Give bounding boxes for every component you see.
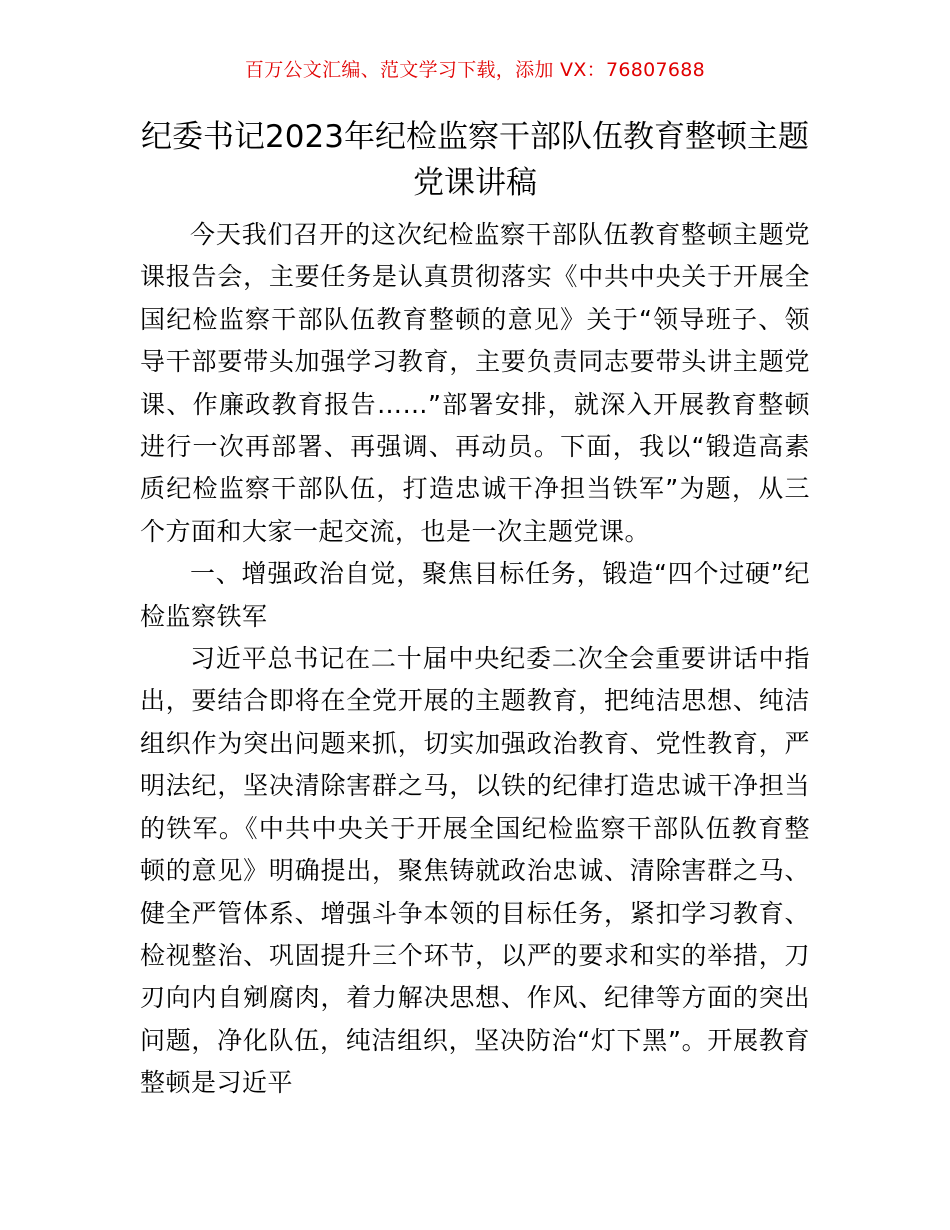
document-body xyxy=(140,214,810,1105)
section-heading-1: 一、增强政治自觉，聚焦目标任务，锻造“四个过硬”纪检监察铁军 xyxy=(140,559,810,631)
header-watermark-note: 百万公文汇编、范文学习下载，添加 VX：76807688 xyxy=(244,59,706,81)
paragraph-intro: 今天我们召开的这次纪检监察干部队伍教育整顿主题党课报告会，主要任务是认真贯彻落实《中共中央关于开展全国纪检监察干部队伍教育整顿的意见》关于“领导班子、领导干部要带头加强学习教育，主要负责同志要带头讲主题党课、作廉政教育报告……”部署安排，就深入开展教育整顿进行一次再部署、再强调、再动员。下面，我以“锻造高素质纪检监察干部队伍，打造忠诚干净担当铁军”为题，从三个方面和大家一起交流，也是一次主题党课。 xyxy=(140,220,810,546)
document-title: 纪委书记2023年纪检监察干部队伍教育整顿主题党课讲稿 xyxy=(141,119,809,201)
paragraph-section-1: 习近平总书记在二十届中央纪委二次全会重要讲话中指出，要结合即将在全党开展的主题教育，把纯洁思想、纯洁组织作为突出问题来抓，切实加强政治教育、党性教育，严明法纪，坚决清除害群之马，以铁的纪律打造忠诚干净担当的铁军。《中共中央关于开展全国纪检监察干部队伍教育整顿的意见》明确提出，聚焦铸就政治忠诚、清除害群之马、健全严管体系、增强斗争本领的目标任务，紧扣学习教育、检视整治、巩固提升三个环节，以严的要求和实的举措，刀刃向内自剜腐肉，着力解决思想、作风、纪律等方面的突出问题，净化队伍，纯洁组织，坚决防治“灯下黑”。开展教育整顿是习近平 xyxy=(140,644,810,1098)
